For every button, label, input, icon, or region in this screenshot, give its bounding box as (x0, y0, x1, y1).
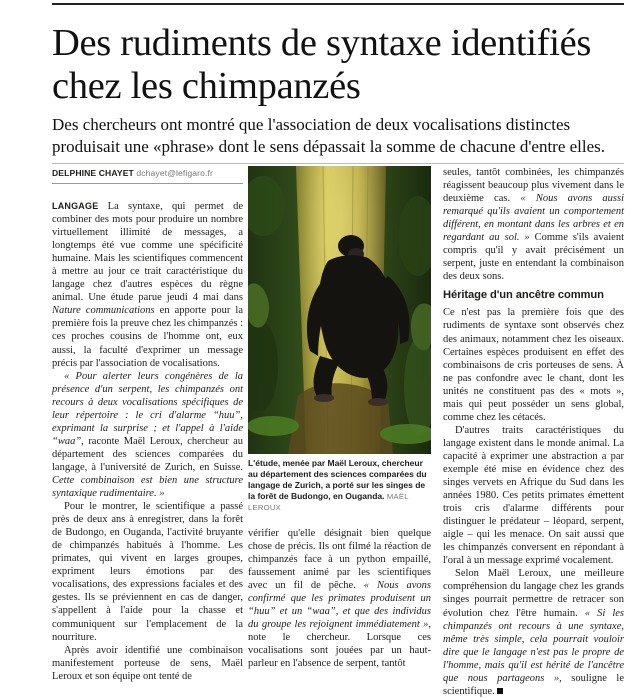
photo-credit: MAËL LEROUX (248, 492, 409, 512)
headline: Des rudiments de syntaxe identifiés chez les chimpanzés (52, 22, 592, 107)
paragraph: Après avoir identifié une combinaison manifestement porteuse de sens, Maël Leroux et son équipe ont tenté de (52, 644, 243, 682)
paragraph-text: souligne le scientifique. (443, 672, 624, 697)
top-rule (52, 3, 624, 5)
paragraph-text: Comme s'ils avaient compris qu'il y avait précisément un serpent, juste en entendant la combinaison des deux sons. (443, 232, 624, 283)
quote: Cette combinaison est bien une structure syntaxique rudimentaire. » (52, 474, 243, 500)
lead-word: LANGAGE (52, 201, 99, 211)
journal-name: Nature communications (52, 305, 155, 317)
paragraph (248, 527, 431, 671)
paragraph-text: en apporte pour la première fois la preuve chez les chimpanzés : ces proches cousins de l'homme ont, eux aussi, la faculté d'exprimer un message précis par l'association de vocalisations. (52, 305, 243, 369)
caption-text: L'étude, menée par Maël Leroux, chercheur au département des sciences comparées du langage de Zurich, a porté sur les singes de la forêt de Budongo, en Ouganda. (248, 458, 427, 501)
byline (52, 168, 213, 178)
end-mark-icon (497, 688, 503, 694)
chimpanzee-photo (248, 166, 431, 454)
divider (52, 163, 624, 164)
photo-caption (248, 458, 431, 513)
paragraph: Ce n'est pas la première fois que des rudiments de syntaxe sont observés chez des animaux, notamment chez les oiseaux. Certaines espèces produisent en effet des combinaisons de cris porteuses de sens. À ne pas confondre avec le chant, dont les unités ne constituent pas des « mots », mais qui peut posséder un sens global, comme chez les cétacés. (443, 307, 624, 423)
article-column-3 (443, 166, 624, 698)
paragraph-text: Selon Maël Leroux, une meilleure compréhension du langage chez les grands singes pourrait permettre de retracer son évolution chez l'être humain. (443, 568, 624, 619)
byline-divider (52, 183, 243, 184)
standfirst: Des chercheurs ont montré que l'association de deux vocalisations distinctes produisait une «phrase» dont le sens dépassait la somme de chacune d'entre elles. (52, 115, 606, 156)
paragraph (443, 567, 624, 697)
paragraph (52, 370, 243, 500)
paragraph-text: vérifier qu'elle désignait bien quelque chose de précis. Ils ont filmé la réaction de chimpanzés face à un python empaillé, faussement animé par les scientifiques avec un fil de pêche. (248, 528, 431, 592)
subheading: Héritage d'un ancêtre commun (443, 289, 604, 302)
paragraph: D'autres traits caractéristiques du langage existent dans le monde animal. La capacité à exprimer une abstraction a par exemple été mise en évidence chez des singes vervets en Afrique du Sud dans les années 1980. Ces petits primates émettent trois cris d'alarme différents pour distinguer le prédateur – léopard, serpent, aigle – qui les menace. On sait aussi que les chimpanzés conversent en répondant à l'oral à un message exprimé vocalement. (443, 424, 624, 567)
paragraph: Pour le montrer, le scientifique a passé près de deux ans à enregistrer, dans la forêt de Budongo, en Ouganda, l'activité bruyante de chimpanzés habitués à l'homme. Les primates, qui vivent en larges groupes, expriment leurs émotions par des vocalisations, des expressions faciales et des gestes. Ils se préviennent en cas de danger, s'appellent à l'aide pour la chasse et communiquent sur l'emplacement de la nourriture. (52, 501, 243, 643)
quote: « Nous avons aussi remarqué qu'ils avaient un comportement différent, en montant dans les arbres et en regardant au sol. » (443, 193, 624, 244)
article-column-1 (52, 200, 243, 683)
paragraph-text: raconte Maël Leroux, chercheur au département des sciences comparées du langage, à l'université de Zurich, en Suisse. (52, 435, 243, 473)
article-column-2 (248, 527, 431, 671)
paragraph-text: note le chercheur. Lorsque ces vocalisations sont jouées par un haut-parleur en l'absence de serpent, tantôt (248, 632, 431, 670)
paragraph (52, 200, 243, 370)
paragraph-text: seules, tantôt combinées, les chimpanzés réagissent beaucoup plus vivement dans le deuxième cas. (443, 167, 624, 205)
quote: « Nous avons confirmé que les primates produisent un “huu” et un “waa”, et que des individus du groupe les rejoignent immédiatement », (248, 580, 431, 631)
paragraph (443, 166, 624, 283)
paragraph-text: La syntaxe, qui permet de combiner des mots pour produire un nombre virtuellement illimité de messages, a longtemps été vue comme une spécificité humaine. Mais les scientifiques commencent à mettre au jour ce trait caractéristique du langage chez d'autres espèces du règne animal. Une étude parue jeudi 4 mai dans (52, 201, 243, 304)
quote: « Pour alerter leurs congénères de la présence d'un serpent, les chimpanzés ont recours à deux vocalisations spécifiques de leur répertoire : le cri d'alarme “huu”, exprimant la surprise ; et l'appel à l'aide “waa”, (52, 370, 243, 447)
author-name: DELPHINE CHAYET (52, 168, 134, 178)
author-email[interactable]: dchayet@lefigaro.fr (136, 168, 213, 178)
quote: « Si les chimpanzés ont recours à une syntaxe, même très simple, cela pourrait vouloir dire que le langage n'est pas le propre de l'homme, mais qu'il est hérité de l'ancêtre que nous partageons », (443, 607, 624, 684)
